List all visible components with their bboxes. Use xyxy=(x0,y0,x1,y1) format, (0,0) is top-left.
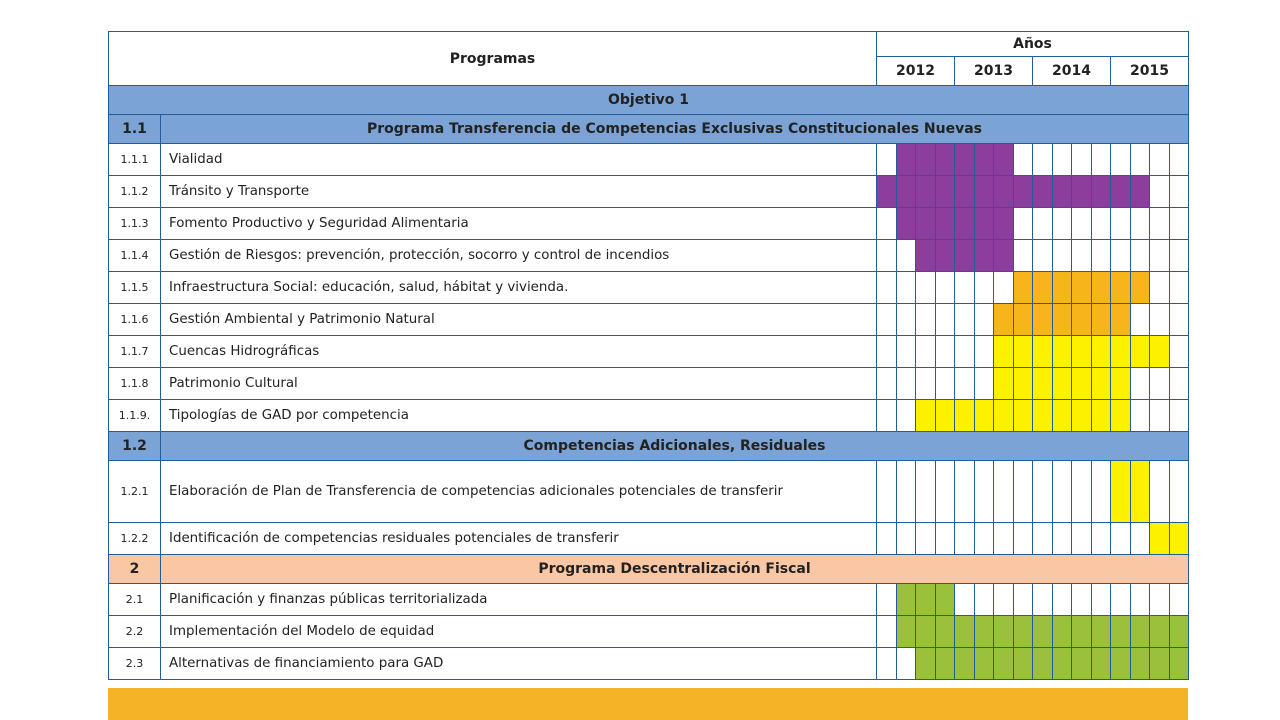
gantt-cell-green xyxy=(1169,616,1189,648)
gantt-cell-yellow xyxy=(1111,400,1131,432)
gantt-table xyxy=(108,31,1189,680)
gantt-cell-empty xyxy=(1072,208,1092,240)
section-title: Competencias Adicionales, Residuales xyxy=(161,432,1189,461)
gantt-cell-empty xyxy=(1169,272,1189,304)
gantt-cell-orange xyxy=(1072,272,1092,304)
gantt-cell-purple xyxy=(877,176,897,208)
gantt-cell-yellow xyxy=(935,400,955,432)
gantt-cell-empty xyxy=(1150,584,1170,616)
gantt-cell-yellow xyxy=(1150,523,1170,555)
gantt-cell-yellow xyxy=(994,336,1014,368)
gantt-cell-empty xyxy=(1033,461,1053,523)
gantt-cell-empty xyxy=(1169,208,1189,240)
gantt-cell-empty xyxy=(877,461,897,523)
table-row xyxy=(109,144,1189,176)
gantt-cell-empty xyxy=(1169,304,1189,336)
gantt-cell-empty xyxy=(1052,461,1072,523)
row-label: Fomento Productivo y Seguridad Alimentaria xyxy=(161,208,877,240)
gantt-cell-empty xyxy=(896,272,916,304)
gantt-cell-empty xyxy=(955,304,975,336)
gantt-cell-empty xyxy=(877,368,897,400)
gantt-cell-orange xyxy=(1111,304,1131,336)
gantt-cell-empty xyxy=(1130,144,1150,176)
objective-label: Objetivo 1 xyxy=(109,86,1189,115)
gantt-cell-empty xyxy=(1072,523,1092,555)
gantt-cell-green xyxy=(1111,616,1131,648)
gantt-cell-empty xyxy=(877,240,897,272)
gantt-cell-purple xyxy=(916,176,936,208)
year-header-2015: 2015 xyxy=(1111,57,1189,86)
gantt-cell-empty xyxy=(1091,461,1111,523)
gantt-cell-empty xyxy=(955,272,975,304)
gantt-cell-empty xyxy=(974,368,994,400)
gantt-cell-purple xyxy=(1091,176,1111,208)
row-label: Tipologías de GAD por competencia xyxy=(161,400,877,432)
row-number: 1.2.1 xyxy=(109,461,161,523)
gantt-cell-empty xyxy=(896,400,916,432)
gantt-cell-orange xyxy=(1052,272,1072,304)
gantt-cell-empty xyxy=(1130,304,1150,336)
section-title: Programa Descentralización Fiscal xyxy=(161,555,1189,584)
gantt-cell-purple xyxy=(955,144,975,176)
gantt-cell-orange xyxy=(1072,304,1092,336)
gantt-cell-empty xyxy=(1033,240,1053,272)
gantt-cell-empty xyxy=(877,523,897,555)
table-row xyxy=(109,272,1189,304)
gantt-cell-orange xyxy=(994,304,1014,336)
row-number: 2.3 xyxy=(109,648,161,680)
objective-row xyxy=(109,86,1189,115)
gantt-cell-empty xyxy=(877,400,897,432)
gantt-cell-purple xyxy=(1072,176,1092,208)
gantt-cell-yellow xyxy=(1072,368,1092,400)
gantt-cell-purple xyxy=(955,176,975,208)
gantt-cell-empty xyxy=(974,304,994,336)
gantt-cell-purple xyxy=(955,240,975,272)
gantt-cell-orange xyxy=(1033,272,1053,304)
gantt-cell-empty xyxy=(896,304,916,336)
gantt-cell-yellow xyxy=(1033,368,1053,400)
section-number: 1.2 xyxy=(109,432,161,461)
gantt-cell-empty xyxy=(1072,144,1092,176)
gantt-cell-empty xyxy=(1013,144,1033,176)
gantt-cell-empty xyxy=(916,272,936,304)
gantt-cell-empty xyxy=(1130,368,1150,400)
gantt-cell-empty xyxy=(1169,461,1189,523)
gantt-cell-empty xyxy=(1013,523,1033,555)
section-number: 2 xyxy=(109,555,161,584)
gantt-cell-orange xyxy=(1091,304,1111,336)
gantt-cell-empty xyxy=(1169,176,1189,208)
gantt-cell-purple xyxy=(935,240,955,272)
row-label: Implementación del Modelo de equidad xyxy=(161,616,877,648)
gantt-cell-yellow xyxy=(1169,523,1189,555)
gantt-cell-yellow xyxy=(1111,336,1131,368)
table-row xyxy=(109,461,1189,523)
gantt-cell-empty xyxy=(896,368,916,400)
gantt-cell-yellow xyxy=(1072,400,1092,432)
gantt-cell-purple xyxy=(1033,176,1053,208)
gantt-cell-empty xyxy=(1130,523,1150,555)
gantt-cell-empty xyxy=(1072,584,1092,616)
gantt-cell-empty xyxy=(916,523,936,555)
section-row xyxy=(109,115,1189,144)
gantt-cell-purple xyxy=(955,208,975,240)
gantt-cell-empty xyxy=(1091,240,1111,272)
gantt-body xyxy=(109,86,1189,680)
gantt-cell-empty xyxy=(877,144,897,176)
gantt-cell-green xyxy=(1072,616,1092,648)
row-label: Cuencas Hidrográficas xyxy=(161,336,877,368)
gantt-cell-empty xyxy=(1052,240,1072,272)
gantt-cell-empty xyxy=(1072,461,1092,523)
gantt-cell-empty xyxy=(896,336,916,368)
table-row xyxy=(109,616,1189,648)
gantt-cell-empty xyxy=(1052,523,1072,555)
gantt-cell-green xyxy=(1091,616,1111,648)
row-label: Infraestructura Social: educación, salud, hábitat y vivienda. xyxy=(161,272,877,304)
gantt-cell-green xyxy=(994,648,1014,680)
row-number: 1.2.2 xyxy=(109,523,161,555)
gantt-cell-empty xyxy=(896,240,916,272)
gantt-cell-yellow xyxy=(1013,368,1033,400)
row-number: 1.1.1 xyxy=(109,144,161,176)
gantt-cell-purple xyxy=(935,208,955,240)
gantt-cell-green xyxy=(1013,616,1033,648)
gantt-cell-yellow xyxy=(1052,336,1072,368)
gantt-cell-purple xyxy=(994,208,1014,240)
table-row xyxy=(109,304,1189,336)
gantt-cell-empty xyxy=(916,304,936,336)
row-label: Tránsito y Transporte xyxy=(161,176,877,208)
gantt-cell-green xyxy=(916,584,936,616)
gantt-cell-empty xyxy=(1033,208,1053,240)
gantt-cell-green xyxy=(1091,648,1111,680)
row-number: 1.1.7 xyxy=(109,336,161,368)
gantt-cell-green xyxy=(896,584,916,616)
gantt-cell-purple xyxy=(896,208,916,240)
section-number: 1.1 xyxy=(109,115,161,144)
gantt-cell-yellow xyxy=(1013,336,1033,368)
gantt-cell-empty xyxy=(935,272,955,304)
gantt-cell-empty xyxy=(955,523,975,555)
row-number: 1.1.6 xyxy=(109,304,161,336)
gantt-cell-yellow xyxy=(1130,336,1150,368)
year-header-2014: 2014 xyxy=(1033,57,1111,86)
gantt-cell-empty xyxy=(1130,240,1150,272)
row-label: Planificación y finanzas públicas territorializada xyxy=(161,584,877,616)
gantt-cell-empty xyxy=(896,523,916,555)
gantt-cell-green xyxy=(955,648,975,680)
gantt-cell-orange xyxy=(1013,272,1033,304)
gantt-cell-purple xyxy=(896,144,916,176)
gantt-cell-empty xyxy=(935,523,955,555)
gantt-cell-orange xyxy=(1052,304,1072,336)
gantt-cell-empty xyxy=(877,336,897,368)
gantt-cell-empty xyxy=(1111,523,1131,555)
gantt-cell-purple xyxy=(935,176,955,208)
gantt-cell-empty xyxy=(1013,240,1033,272)
gantt-cell-purple xyxy=(974,240,994,272)
gantt-cell-yellow xyxy=(1111,461,1131,523)
gantt-cell-green xyxy=(935,648,955,680)
gantt-cell-empty xyxy=(935,461,955,523)
gantt-cell-empty xyxy=(1052,584,1072,616)
row-number: 2.1 xyxy=(109,584,161,616)
gantt-cell-empty xyxy=(1150,208,1170,240)
gantt-cell-empty xyxy=(1072,240,1092,272)
gantt-cell-green xyxy=(916,616,936,648)
year-header-2012: 2012 xyxy=(877,57,955,86)
gantt-cell-empty xyxy=(1169,584,1189,616)
gantt-cell-empty xyxy=(1111,208,1131,240)
gantt-cell-green xyxy=(935,616,955,648)
gantt-cell-empty xyxy=(1091,584,1111,616)
gantt-cell-empty xyxy=(877,208,897,240)
section-row xyxy=(109,432,1189,461)
gantt-cell-empty xyxy=(974,523,994,555)
gantt-cell-green xyxy=(974,616,994,648)
gantt-cell-yellow xyxy=(1052,368,1072,400)
row-number: 1.1.5 xyxy=(109,272,161,304)
gantt-cell-yellow xyxy=(1091,336,1111,368)
gantt-cell-empty xyxy=(994,584,1014,616)
gantt-cell-empty xyxy=(1091,523,1111,555)
gantt-cell-empty xyxy=(1052,144,1072,176)
gantt-cell-orange xyxy=(1013,304,1033,336)
gantt-cell-yellow xyxy=(1033,336,1053,368)
footer-orange-bar xyxy=(108,688,1188,720)
gantt-cell-purple xyxy=(916,208,936,240)
gantt-cell-orange xyxy=(1130,272,1150,304)
gantt-cell-empty xyxy=(896,461,916,523)
row-number: 2.2 xyxy=(109,616,161,648)
gantt-cell-empty xyxy=(974,461,994,523)
row-number: 1.1.4 xyxy=(109,240,161,272)
gantt-cell-empty xyxy=(974,336,994,368)
gantt-cell-empty xyxy=(1013,208,1033,240)
gantt-cell-purple xyxy=(916,144,936,176)
gantt-cell-yellow xyxy=(1091,400,1111,432)
gantt-cell-empty xyxy=(1150,461,1170,523)
gantt-cell-empty xyxy=(916,461,936,523)
gantt-cell-empty xyxy=(955,368,975,400)
gantt-cell-purple xyxy=(896,176,916,208)
section-row xyxy=(109,555,1189,584)
gantt-cell-empty xyxy=(1033,144,1053,176)
gantt-cell-green xyxy=(994,616,1014,648)
gantt-cell-yellow xyxy=(916,400,936,432)
gantt-cell-purple xyxy=(994,240,1014,272)
gantt-cell-empty xyxy=(877,616,897,648)
gantt-cell-green xyxy=(1052,648,1072,680)
gantt-cell-yellow xyxy=(1111,368,1131,400)
gantt-cell-empty xyxy=(974,272,994,304)
anos-header: Años xyxy=(877,32,1189,57)
gantt-cell-empty xyxy=(1052,208,1072,240)
gantt-cell-empty xyxy=(994,461,1014,523)
gantt-cell-purple xyxy=(974,208,994,240)
gantt-cell-empty xyxy=(994,272,1014,304)
gantt-cell-empty xyxy=(1091,208,1111,240)
table-row xyxy=(109,523,1189,555)
gantt-cell-yellow xyxy=(955,400,975,432)
gantt-cell-empty xyxy=(1111,240,1131,272)
gantt-cell-empty xyxy=(1150,304,1170,336)
table-row xyxy=(109,240,1189,272)
gantt-cell-empty xyxy=(1150,240,1170,272)
gantt-cell-purple xyxy=(1013,176,1033,208)
gantt-cell-empty xyxy=(1169,240,1189,272)
row-label: Alternativas de financiamiento para GAD xyxy=(161,648,877,680)
gantt-cell-green xyxy=(1130,648,1150,680)
gantt-cell-green xyxy=(1150,616,1170,648)
gantt-cell-green xyxy=(935,584,955,616)
gantt-cell-green xyxy=(1052,616,1072,648)
gantt-cell-empty xyxy=(877,272,897,304)
gantt-cell-empty xyxy=(916,368,936,400)
gantt-cell-empty xyxy=(1033,584,1053,616)
gantt-cell-purple xyxy=(1130,176,1150,208)
row-number: 1.1.3 xyxy=(109,208,161,240)
gantt-cell-empty xyxy=(896,648,916,680)
gantt-cell-empty xyxy=(1130,208,1150,240)
gantt-cell-empty xyxy=(935,368,955,400)
gantt-cell-orange xyxy=(1111,272,1131,304)
gantt-cell-green xyxy=(1111,648,1131,680)
gantt-cell-empty xyxy=(1091,144,1111,176)
gantt-cell-purple xyxy=(916,240,936,272)
gantt-cell-empty xyxy=(955,336,975,368)
row-label: Gestión de Riesgos: prevención, protección, socorro y control de incendios xyxy=(161,240,877,272)
row-number: 1.1.9. xyxy=(109,400,161,432)
gantt-cell-green xyxy=(1033,648,1053,680)
table-row xyxy=(109,648,1189,680)
gantt-cell-empty xyxy=(994,523,1014,555)
gantt-cell-purple xyxy=(935,144,955,176)
table-row xyxy=(109,400,1189,432)
gantt-cell-empty xyxy=(1130,400,1150,432)
gantt-cell-empty xyxy=(1169,400,1189,432)
gantt-cell-purple xyxy=(994,144,1014,176)
row-label: Patrimonio Cultural xyxy=(161,368,877,400)
row-label: Gestión Ambiental y Patrimonio Natural xyxy=(161,304,877,336)
gantt-cell-yellow xyxy=(994,368,1014,400)
gantt-cell-green xyxy=(955,616,975,648)
gantt-cell-empty xyxy=(955,584,975,616)
gantt-cell-empty xyxy=(1013,584,1033,616)
gantt-cell-empty xyxy=(1033,523,1053,555)
row-label: Elaboración de Plan de Transferencia de competencias adicionales potenciales de transferir xyxy=(161,461,877,523)
gantt-cell-green xyxy=(1150,648,1170,680)
table-row xyxy=(109,336,1189,368)
gantt-cell-green xyxy=(1130,616,1150,648)
gantt-cell-green xyxy=(1033,616,1053,648)
table-row xyxy=(109,368,1189,400)
row-label: Identificación de competencias residuales potenciales de transferir xyxy=(161,523,877,555)
gantt-cell-yellow xyxy=(1150,336,1170,368)
gantt-cell-yellow xyxy=(1130,461,1150,523)
row-label: Vialidad xyxy=(161,144,877,176)
gantt-cell-yellow xyxy=(974,400,994,432)
table-row xyxy=(109,176,1189,208)
gantt-cell-yellow xyxy=(994,400,1014,432)
gantt-cell-purple xyxy=(974,176,994,208)
gantt-cell-orange xyxy=(1033,304,1053,336)
gantt-cell-purple xyxy=(1052,176,1072,208)
gantt-cell-yellow xyxy=(1033,400,1053,432)
gantt-cell-empty xyxy=(1130,584,1150,616)
gantt-cell-green xyxy=(916,648,936,680)
gantt-cell-green xyxy=(896,616,916,648)
gantt-cell-empty xyxy=(974,584,994,616)
gantt-cell-yellow xyxy=(1072,336,1092,368)
gantt-cell-yellow xyxy=(1052,400,1072,432)
year-header-2013: 2013 xyxy=(955,57,1033,86)
row-number: 1.1.2 xyxy=(109,176,161,208)
gantt-cell-purple xyxy=(994,176,1014,208)
gantt-cell-green xyxy=(974,648,994,680)
gantt-cell-green xyxy=(1013,648,1033,680)
gantt-cell-empty xyxy=(1150,400,1170,432)
gantt-cell-empty xyxy=(1150,176,1170,208)
gantt-cell-empty xyxy=(877,584,897,616)
gantt-cell-empty xyxy=(955,461,975,523)
gantt-cell-empty xyxy=(877,648,897,680)
gantt-cell-empty xyxy=(1111,584,1131,616)
gantt-cell-empty xyxy=(877,304,897,336)
gantt-cell-empty xyxy=(916,336,936,368)
section-title: Programa Transferencia de Competencias Exclusivas Constitucionales Nuevas xyxy=(161,115,1189,144)
gantt-cell-purple xyxy=(974,144,994,176)
table-row xyxy=(109,584,1189,616)
gantt-cell-yellow xyxy=(1013,400,1033,432)
gantt-cell-empty xyxy=(1013,461,1033,523)
gantt-cell-yellow xyxy=(1091,368,1111,400)
gantt-cell-empty xyxy=(935,336,955,368)
gantt-cell-empty xyxy=(1169,368,1189,400)
gantt-cell-empty xyxy=(1150,272,1170,304)
row-number: 1.1.8 xyxy=(109,368,161,400)
gantt-cell-empty xyxy=(1150,368,1170,400)
gantt-cell-empty xyxy=(935,304,955,336)
gantt-cell-empty xyxy=(1150,144,1170,176)
gantt-cell-green xyxy=(1169,648,1189,680)
gantt-cell-purple xyxy=(1111,176,1131,208)
gantt-cell-empty xyxy=(1169,336,1189,368)
gantt-cell-empty xyxy=(1111,144,1131,176)
programas-header: Programas xyxy=(109,32,877,86)
gantt-cell-empty xyxy=(1169,144,1189,176)
table-row xyxy=(109,208,1189,240)
gantt-cell-orange xyxy=(1091,272,1111,304)
gantt-cell-green xyxy=(1072,648,1092,680)
